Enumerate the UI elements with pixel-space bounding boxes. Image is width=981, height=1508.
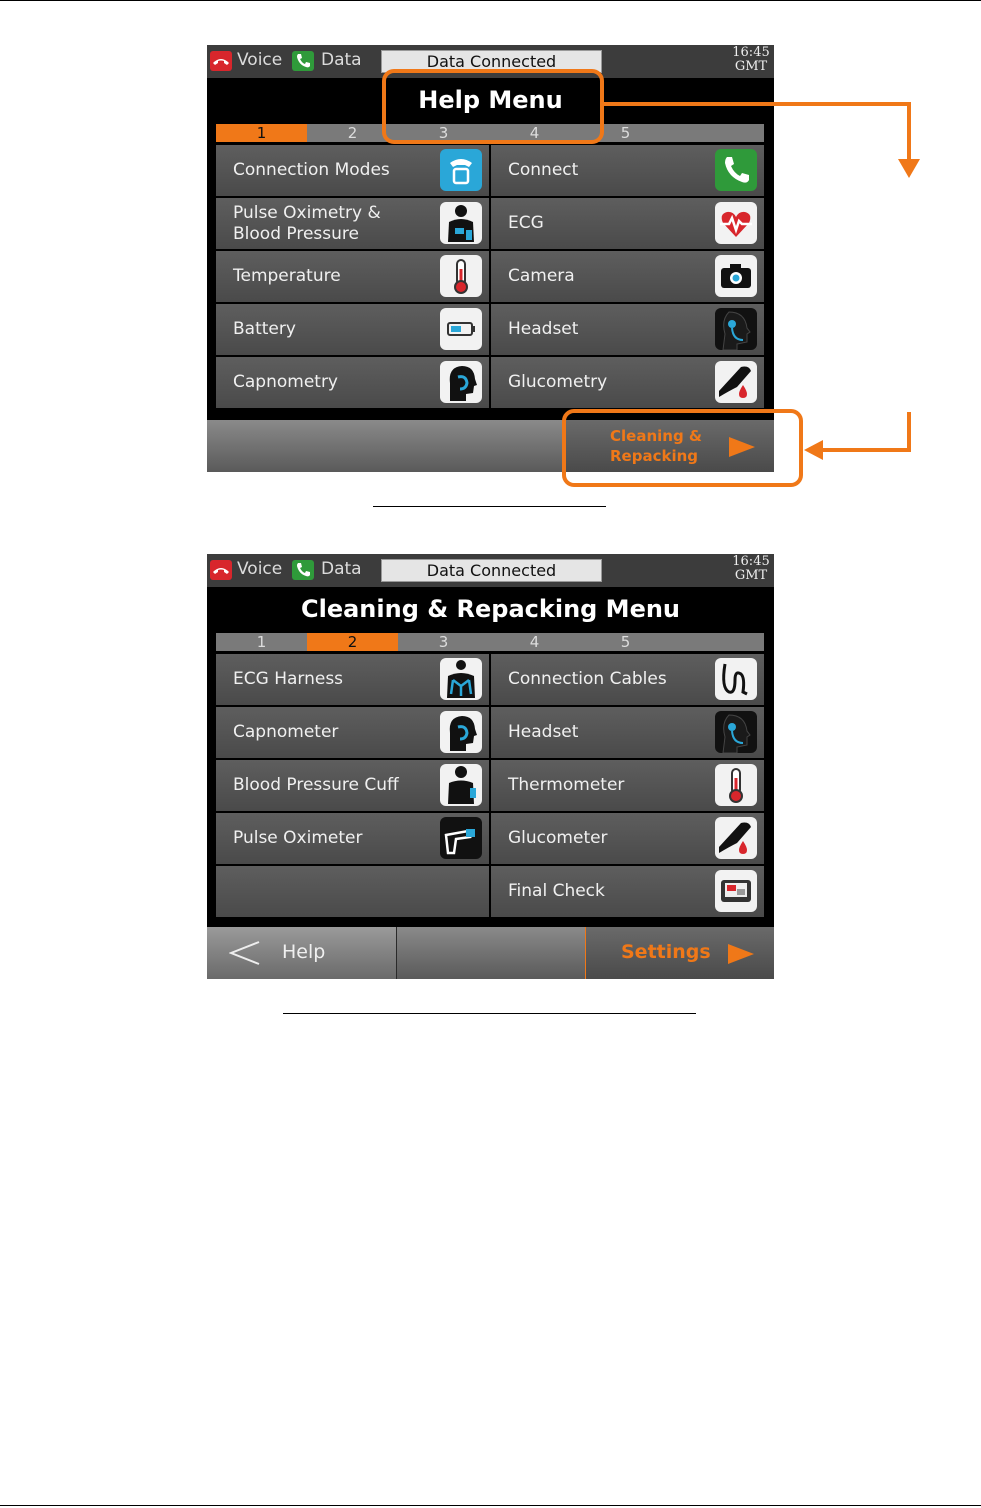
ecg-harness-icon	[440, 658, 482, 700]
figure-caption-underline-2	[283, 1013, 696, 1014]
menu-item-connection-modes[interactable]	[216, 145, 489, 196]
bottom-bar	[207, 927, 774, 979]
data-label[interactable]: Data	[321, 50, 362, 70]
camera-icon	[715, 255, 757, 297]
callout-connector-lower	[907, 412, 911, 452]
menu-item-label: Glucometry	[508, 372, 608, 392]
glucometer-icon	[715, 817, 757, 859]
menu-item-capnometry[interactable]	[216, 357, 489, 408]
menu-item-label: Headset	[508, 722, 579, 742]
voice-label[interactable]: Voice	[237, 559, 283, 579]
menu-item-label-line2: Blood Pressure	[233, 223, 359, 244]
headset-icon	[715, 711, 757, 753]
menu-item-label: Capnometry	[233, 372, 338, 392]
phone-icon	[715, 149, 757, 191]
tab-1[interactable]: 1	[216, 124, 307, 142]
menu-item-label: Final Check	[508, 881, 605, 901]
tab-5[interactable]: 5	[620, 633, 631, 651]
clock-time: 16:45	[732, 554, 770, 569]
help-back-button[interactable]	[207, 927, 397, 979]
menu-item-label: Connection Modes	[233, 160, 390, 180]
menu-item-label: Glucometer	[508, 828, 608, 848]
voice-hangup-icon[interactable]	[210, 51, 232, 71]
menu-item-capnometer[interactable]	[216, 707, 489, 758]
tab-1[interactable]: 1	[256, 633, 267, 651]
menu-item-label: Connect	[508, 160, 579, 180]
pulse-oximeter-icon	[440, 817, 482, 859]
menu-item-glucometer[interactable]	[491, 813, 764, 864]
data-phone-icon[interactable]	[292, 560, 314, 580]
menu-item-pulse-oximetry-bp[interactable]	[216, 198, 489, 249]
voice-hangup-icon[interactable]	[210, 560, 232, 580]
glucometer-icon	[715, 361, 757, 403]
tab-3[interactable]: 3	[438, 633, 449, 651]
menu-item-label: ECG	[508, 213, 544, 233]
menu-item-headset[interactable]	[491, 304, 764, 355]
menu-item-battery[interactable]	[216, 304, 489, 355]
clock-timezone: GMT	[734, 59, 768, 74]
menu-item-label: Temperature	[233, 266, 341, 286]
tab-2[interactable]: 2	[307, 633, 398, 651]
final-check-icon	[715, 870, 757, 912]
menu-item-glucometry[interactable]	[491, 357, 764, 408]
menu-item-connection-cables[interactable]	[491, 654, 764, 705]
menu-item-label: ECG Harness	[233, 669, 344, 689]
down-arrow-icon	[897, 158, 921, 180]
next-button-line1: Cleaning &	[610, 427, 702, 445]
menu-item-temperature[interactable]	[216, 251, 489, 302]
title-callout	[382, 69, 604, 144]
menu-item-camera[interactable]	[491, 251, 764, 302]
blood-pressure-icon	[440, 202, 482, 244]
menu-item-label: Blood Pressure Cuff	[233, 775, 399, 795]
button-callout	[562, 409, 803, 487]
menu-item-label: Capnometer	[233, 722, 339, 742]
menu-item-label: Battery	[233, 319, 296, 339]
page-top-rule	[0, 0, 981, 1]
cable-icon	[715, 658, 757, 700]
menu-item-pulse-oximeter[interactable]	[216, 813, 489, 864]
menu-item-ecg[interactable]	[491, 198, 764, 249]
menu-item-connect[interactable]	[491, 145, 764, 196]
connection-modes-icon	[440, 149, 482, 191]
battery-icon	[440, 308, 482, 350]
connection-status: Data Connected	[381, 50, 602, 73]
menu-item-label: Camera	[508, 266, 575, 286]
ecg-heart-icon	[715, 202, 757, 244]
headset-icon	[715, 308, 757, 350]
menu-item-headset[interactable]	[491, 707, 764, 758]
voice-label[interactable]: Voice	[237, 50, 283, 70]
tab-4[interactable]: 4	[529, 633, 540, 651]
page-title: Cleaning & Repacking Menu	[300, 595, 681, 623]
menu-item-empty	[216, 866, 489, 917]
menu-item-label: Connection Cables	[508, 669, 667, 689]
cleaning-repacking-screen	[207, 554, 774, 979]
page-bottom-rule	[0, 1505, 981, 1506]
page-tabs	[216, 633, 764, 651]
data-phone-icon[interactable]	[292, 51, 314, 71]
settings-button-label: Settings	[621, 941, 711, 963]
page-title: Help Menu	[418, 86, 563, 114]
tab-4[interactable]: 4	[529, 124, 540, 142]
capnometer-icon	[440, 711, 482, 753]
callout-connector-top	[602, 102, 911, 106]
settings-button[interactable]	[585, 927, 774, 979]
tab-2[interactable]: 2	[347, 124, 358, 142]
callout-connector-right	[907, 102, 911, 162]
callout-connector-bottom	[820, 448, 911, 452]
clock-timezone: GMT	[734, 568, 768, 583]
back-button-label: Help	[282, 941, 326, 963]
tab-3[interactable]: 3	[438, 124, 449, 142]
menu-item-label: Pulse Oximetry &	[233, 202, 381, 223]
figure-caption-underline-1	[373, 506, 606, 507]
menu-item-blood-pressure-cuff[interactable]	[216, 760, 489, 811]
status-bar	[207, 554, 774, 587]
back-arrow-icon	[229, 940, 261, 966]
menu-item-label-wrap	[233, 198, 381, 249]
clock	[729, 46, 773, 74]
menu-item-thermometer[interactable]	[491, 760, 764, 811]
next-button-line2: Repacking	[610, 447, 699, 465]
clock	[729, 555, 773, 583]
menu-item-label: Headset	[508, 319, 579, 339]
bp-cuff-icon	[440, 764, 482, 806]
clock-time: 16:45	[732, 45, 770, 60]
forward-arrow-icon	[726, 942, 756, 966]
menu-item-final-check[interactable]	[491, 866, 764, 917]
thermometer-icon	[440, 255, 482, 297]
capnometry-icon	[440, 361, 482, 403]
menu-item-label: Pulse Oximeter	[233, 828, 363, 848]
left-arrow-icon	[803, 439, 825, 461]
menu-item-label: Thermometer	[508, 775, 625, 795]
thermometer-icon	[715, 764, 757, 806]
tab-5[interactable]: 5	[620, 124, 631, 142]
connection-status: Data Connected	[381, 559, 602, 582]
data-label[interactable]: Data	[321, 559, 362, 579]
menu-item-ecg-harness[interactable]	[216, 654, 489, 705]
